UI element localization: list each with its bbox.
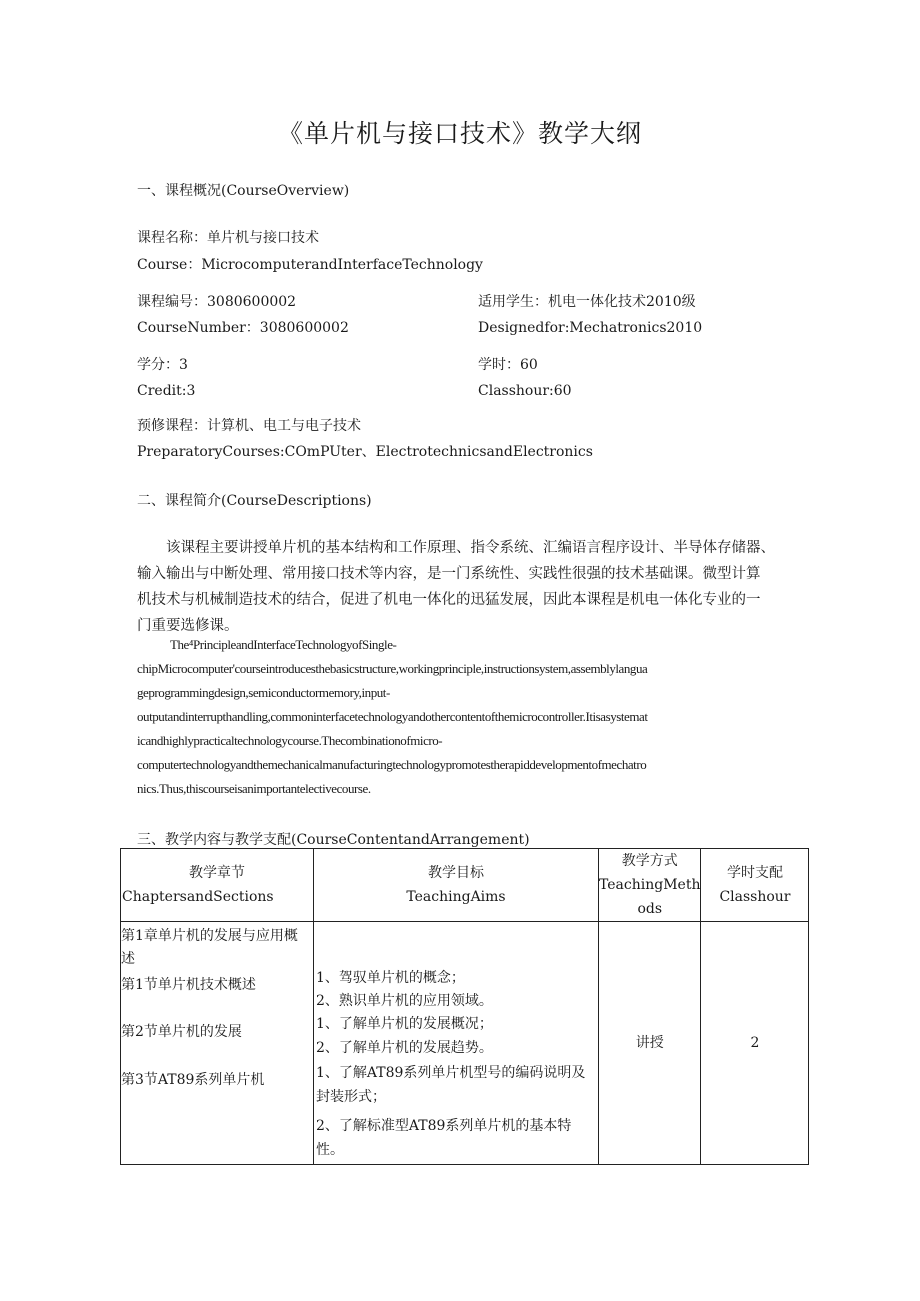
- description-en-line: The⁴PrincipleandInterfaceTechnologyofSingle-: [170, 637, 397, 652]
- header-aims-en: TeachingAims: [406, 889, 506, 905]
- description-cn-line: 输入输出与中断处理、常用接口技术等内容，是一门系统性、实践性很强的技术基础课。微型计算: [137, 566, 761, 582]
- table-row: [121, 922, 809, 1165]
- course-name-cn: 课程名称：单片机与接口技术: [137, 230, 319, 246]
- table-header-row: [121, 849, 809, 922]
- description-cn-line: 门重要选修课。: [137, 618, 239, 634]
- header-aims-cn: 教学目标: [428, 865, 484, 881]
- aim-item: 1、了解AT89系列单片机型号的编码说明及封装形式；: [316, 1065, 586, 1105]
- prereq-cn: 预修课程：计算机、电工与电子技术: [137, 418, 361, 434]
- credit-en: Credit:3: [137, 383, 196, 399]
- hours-cell: 2: [701, 922, 809, 1165]
- description-cn: [137, 535, 800, 639]
- header-chapters-cn: 教学章节: [189, 865, 245, 881]
- header-hours-en: Classhour: [719, 889, 791, 905]
- page-title: 《单片机与接口技术》教学大纲: [277, 119, 642, 148]
- credit-cn: 学分：3: [137, 357, 188, 373]
- hours-cn: 学时：60: [478, 357, 538, 373]
- header-chapters-en: ChaptersandSections: [122, 889, 274, 905]
- designed-for-en: Designedfor:Mechatronics2010: [478, 320, 703, 336]
- description-en-line: geprogrammingdesign,semiconductormemory,input-: [137, 685, 390, 700]
- header-method: [599, 849, 701, 922]
- prereq-en: PreparatoryCourses:COmPUter、ElectrotechnicsandElectronics: [137, 444, 593, 460]
- header-hours: [701, 849, 809, 922]
- aims-cell: [314, 922, 599, 1165]
- description-cn-line: 该课程主要讲授单片机的基本结构和工作原理、指令系统、汇编语言程序设计、半导体存储器、: [166, 540, 775, 556]
- section-item: 第1节单片机技术概述: [121, 977, 256, 993]
- designed-for-cn: 适用学生：机电一体化技术2010级: [478, 294, 696, 310]
- aim-item: 1、了解单片机的发展概况；: [316, 1016, 493, 1032]
- header-hours-cn: 学时支配: [726, 865, 783, 881]
- course-name-en: Course：MicrocomputerandInterfaceTechnology: [137, 257, 483, 273]
- course-number-en: CourseNumber：3080600002: [137, 320, 349, 336]
- hours-en: Classhour:60: [478, 383, 572, 399]
- section-item: 第1章单片机的发展与应用概述: [121, 928, 298, 967]
- course-number-cn: 课程编号：3080600002: [137, 294, 297, 310]
- header-method-en: ods: [637, 901, 663, 917]
- description-en-line: chipMicrocomputer'courseintroducesthebasicstructure,workingprinciple,instructionsystem,assemblylangua: [137, 661, 648, 676]
- description-en-line: computertechnologyandthemechanicalmanufacturingtechnologypromotestherapiddevelopmentofmechatro: [137, 757, 647, 772]
- description-en-line: outputandinterrupthandling,commoninterfacetechnologyandothercontentofthemicrocontroller.Itisasystemat: [137, 709, 648, 724]
- course-arrangement-table: [120, 848, 809, 1165]
- aim-item: 1、驾驭单片机的概念；: [316, 970, 465, 986]
- header-chapters: [121, 849, 314, 922]
- description-en: [137, 633, 802, 801]
- description-cn-line: 机技术与机械制造技术的结合，促进了机电一体化的迅猛发展，因此本课程是机电一体化专业的一: [137, 592, 761, 608]
- section3-heading: 三、教学内容与教学支配(CourseContentandArrangement): [137, 832, 530, 848]
- section2-heading: 二、课程简介(CourseDescriptions): [137, 493, 372, 509]
- section1-heading: 一、课程概况(CourseOverview): [137, 183, 350, 199]
- section-item: 第2节单片机的发展: [121, 1024, 242, 1040]
- header-method-en: TeachingMeth: [599, 877, 701, 893]
- header-aims: [314, 849, 599, 922]
- method-cell: 讲授: [599, 922, 701, 1165]
- description-en-line: nics.Thus,thiscourseisanimportantelectivecourse.: [137, 781, 371, 796]
- sections-cell: [121, 922, 314, 1165]
- description-en-line: icandhighlypracticaltechnologycourse.Thecombinationofmicro-: [137, 733, 443, 748]
- section-item: 第3节AT89系列单片机: [121, 1072, 265, 1088]
- header-method-cn: 教学方式: [621, 853, 678, 869]
- aim-item: 2、了解单片机的发展趋势。: [316, 1040, 493, 1056]
- aim-item: 2、熟识单片机的应用领域。: [316, 993, 493, 1009]
- aim-item: 2、了解标准型AT89系列单片机的基本特性。: [316, 1118, 572, 1158]
